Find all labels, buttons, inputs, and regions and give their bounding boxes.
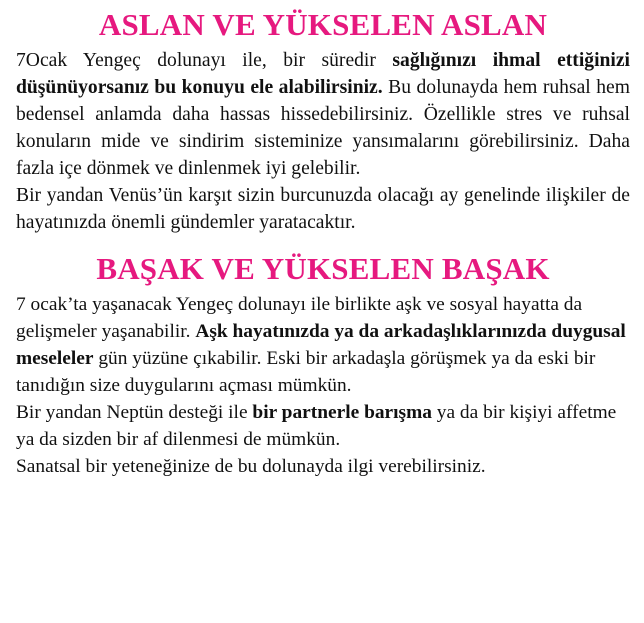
bold-text-run: bir partnerle barışma — [252, 402, 432, 423]
text-run: 7 ocak’ta yaşanacak Yengeç dolunayı ile birlikte aşk ve sosyal hayatta da gelişmeler yaşanabilir. — [16, 294, 583, 342]
text-run: Bu dolunayda hem ruhsal hem bedensel anlamda daha hassas hissedebilirsiniz. Özellikle stres ve ruhsal konuların mide ve sindirim sisteminize yansımalarını görebilirsiniz. Daha fazla içe dönmek ve dinlenmek iyi gelebilir. — [16, 77, 630, 179]
text-run: Sanatsal bir yeteneğinize de bu dolunayda ilgi verebilirsiniz. — [16, 456, 486, 477]
section-heading-basak: BAŞAK VE YÜKSELEN BAŞAK — [96, 251, 550, 286]
bold-text-run: Aşk hayatınızda ya da arkadaşlıklarınızda duygusal meseleler — [16, 321, 626, 369]
text-run: ya da bir kişiyi affetme ya da sizden bir af dilenmesi de mümkün. — [16, 402, 617, 450]
text-run: gün yüzüne çıkabilir. Eski bir arkadaşla görüşmek ya da eski bir tanıdığın size duygularını açması mümkün. — [16, 348, 596, 396]
paragraph-basak-3 — [16, 453, 630, 480]
paragraph-aslan-1 — [16, 47, 630, 182]
text-run: Bir yandan Venüs’ün karşıt sizin burcunuzda olacağı ay genelinde ilişkiler de hayatınızda önemli gündemler yaratacaktır. — [16, 185, 630, 233]
bold-text-run: sağlığınızı ihmal ettiğinizi düşünüyorsanız bu konuyu ele alabilirsiniz. — [16, 50, 630, 98]
text-run: 7Ocak Yengeç dolunayı ile, bir süredir — [16, 50, 393, 71]
paragraph-aslan-2 — [16, 182, 630, 236]
paragraph-basak-2 — [16, 399, 630, 453]
paragraph-basak-1 — [16, 291, 630, 399]
section-heading-aslan: ASLAN VE YÜKSELEN ASLAN — [98, 7, 548, 42]
text-run: Bir yandan Neptün desteği ile — [16, 402, 253, 423]
